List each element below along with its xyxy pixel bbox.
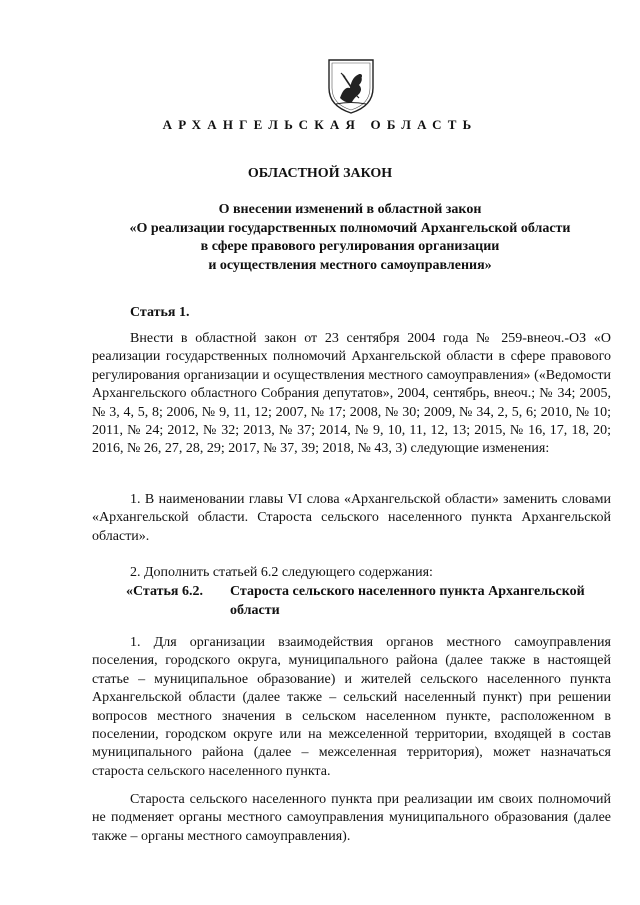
title-line: в сфере правового регулирования организации — [200, 239, 500, 254]
region-name: АРХАНГЕЛЬСКАЯ ОБЛАСТЬ — [162, 117, 478, 132]
amendment-item-2: 2. Дополнить статьей 6.2 следующего содержания: — [130, 565, 433, 580]
document-title — [95, 201, 605, 275]
article-6-2-title: Староста сельского населенного пункта Архангельской области — [230, 584, 585, 618]
title-line: «О реализации государственных полномочий Архангельской области — [129, 220, 571, 236]
document-type: ОБЛАСТНОЙ ЗАКОН — [247, 166, 393, 181]
title-line: и осуществления местного самоуправления» — [208, 257, 492, 273]
article-heading: Статья 1. — [130, 305, 190, 320]
intro-paragraph: Внести в областной закон от 23 сентября 2004 года № 259-внеоч.-ОЗ «О реализации государственных полномочий Архангельской области в сфере правового регулирования организации и осуществления местного самоуправления» («Ведомости Архангельского областного Собрания депутатов», 2004, сентябрь, внеоч.; № 34; 2005, № 3, 4, 5, 8; 2006, № 9, 11, 12; 2007, № 17; 2008, № 30; 2009, № 34, 2, 5, 6; 2010, № 10; 2011, № 24; 2012, № 32; 2013, № 37; 2014, № 9, 10, 11, 12, 13; 2015, № 16, 17, 18, 20; 2016, № 26, 27, 28, 29; 2017, № 37, 39; 2018, № 43, 3) следующие изменения: — [92, 331, 611, 457]
clause-1-continuation: Староста сельского населенного пункта при реализации им своих полномочий не подменяет органы местного самоуправления муниципального образования (далее также – органы местного самоуправления). — [92, 792, 611, 844]
title-line: О внесении изменений в областной закон — [218, 202, 482, 217]
coat-of-arms-icon — [326, 58, 376, 114]
article-6-2-number: «Статья 6.2. — [126, 584, 203, 599]
amendment-item-1: 1. В наименовании главы VI слова «Архангельской области» заменить словами «Архангельской области. Староста сельского населенного пункта Архангельской области». — [92, 492, 611, 544]
clause-1: 1. Для организации взаимодействия органов местного самоуправления поселения, городского округа, муниципального района (далее также в настоящей статье – муниципальное образование) и жителей сельского населенного пункта Архангельской области (далее также – сельский населенный пункт) при решении вопросов местного значения в сельском населенном пункте, расположенном в поселении, городском округе или на межселенной территории, входящей в состав муниципального района (далее – межселенная территория), может назначаться староста сельского населенного пункта. — [92, 635, 611, 779]
